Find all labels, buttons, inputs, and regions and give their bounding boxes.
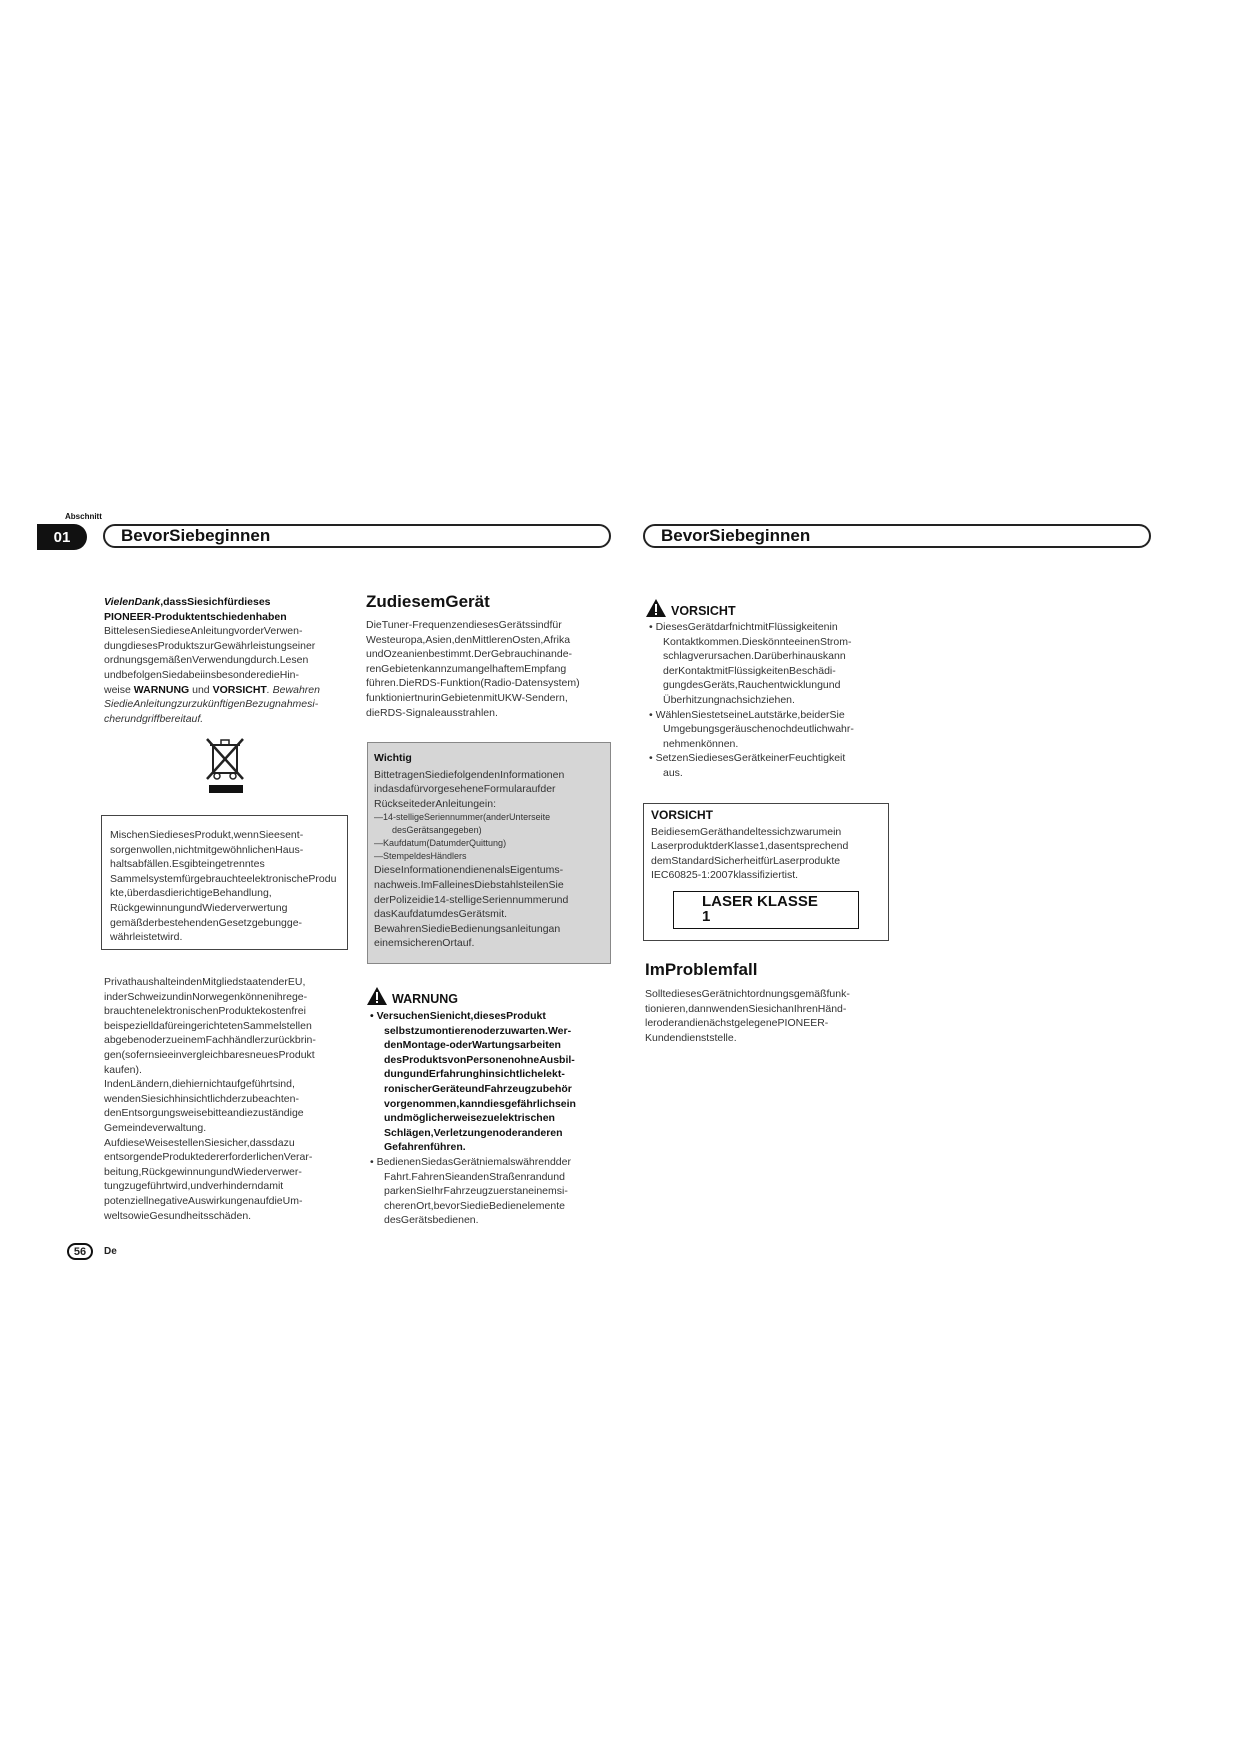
language-code: De [104,1246,117,1257]
about-line: funktioniertnurinGebietenmitUKW-Sendern, [366,691,568,704]
private-line: denEntsorgungsweisebitteandiezuständige [104,1107,304,1120]
header-right: BevorSiebeginnen [643,524,1151,548]
about-line: führen.DieRDS-Funktion(Radio-Datensystem) [366,677,580,690]
private-line: PrivathaushalteindenMitgliedstaatenderEU, [104,976,306,988]
caution-line: Überhitzungnachsichziehen. [663,693,795,706]
important-item: —Kaufdatum(DatumderQuittung) [374,838,507,849]
private-line: Gemeindeverwaltung. [104,1121,207,1134]
intro-line: BittelesenSiedieseAnleitungvorderVerwen- [104,625,303,638]
weee-line: haltsabfällen.Esgibteingetrenntes [110,858,265,871]
problem-line: SolltediesesGerätnichtordnungsgemäßfunk- [645,988,850,1000]
laser-box [643,803,889,941]
private-line: weltsowieGesundheitsschäden. [104,1209,252,1222]
weee-line: RückgewinnungundWiederverwertung [110,901,288,914]
important-tail: DieseInformationendienenalsEigentums- [374,864,564,877]
problem-title: ImProblemfall [645,960,758,979]
weee-line: SammelsystemfürgebrauchteelektronischeProdukte,überdasdierichtigeBehandlung, [110,872,337,900]
private-line: AufdieseWeisestellenSiesicher,dassdazu [104,1136,295,1149]
problem-line: Kundendienststelle. [645,1031,737,1044]
important-tail: einemsicherenOrtauf. [374,937,475,950]
private-line: tungzugeführtwird,undverhinderndamit [104,1180,284,1193]
section-label: Abschnitt [65,512,102,521]
private-line: IndenLändern,diehiernichtaufgeführtsind, [104,1078,295,1091]
problem-text [645,987,890,1045]
laser-line: BeidiesemGeräthandeltessichzwarumein [651,825,842,838]
warning-bold-line: selbstzumontierenoderzuwarten.Wer- [384,1024,572,1037]
intro-italic-line: cherundgriffbereitauf. [104,712,204,725]
about-line: DieTuner-FrequenzendiesesGerätssindfür [366,619,562,631]
caution-line: Umgebungsgeräuschenochdeutlichwahr- [663,723,854,736]
about-line: dieRDS-Signaleausstrahlen. [366,706,498,719]
caution-line: Kontaktkommen.DieskönnteeinenStrom- [663,635,852,648]
weee-box [101,815,348,950]
laser-class-text: LASER KLASSE 1 [673,891,859,928]
caution-line: derKontaktmitFlüssigkeitenBeschädi- [663,664,836,677]
intro-title-rest: ,dassSiesichfürdieses [160,596,271,608]
private-line: gen(sofernsieeinvergleichbaresneuesProdukt [104,1048,315,1061]
important-tail: dasKaufdatumdesGerätsmit. [374,908,508,921]
warning-bold-line: ronischerGeräteundFahrzeugzubehör [384,1082,572,1095]
warning-bold-line: denMontage-oderWartungsarbeiten [384,1039,561,1052]
warning-bold-line: desProduktsvonPersonenohneAusbil- [384,1053,575,1066]
caution-heading [645,598,736,618]
intro-und: und [192,683,210,696]
important-tail: nachweis.ImFalleinesDiebstahlsteilenSie [374,878,564,891]
weee-line: sorgenwollen,nichtmitgewöhnlichenHaus- [110,843,304,856]
caution-line: nehmenkönnen. [663,737,739,750]
important-box [367,742,611,964]
warning-triangle-icon [366,986,388,1006]
weee-line: währleistetwird. [110,931,183,944]
laser-line: demStandardSicherheitfürLaserprodukte [651,854,841,867]
warning-title: WARNUNG [392,992,458,1006]
about-line: renGebietenkannzumangelhaftemEmpfang [366,662,567,675]
about-line: Westeuropa,Asien,denMittlerenOsten,Afrika [366,633,571,646]
intro-line: undbefolgenSiedabeiinsbesonderedieHin- [104,668,299,681]
laser-class-label [673,891,859,929]
warning-line: Fahrt.FahrenSieandenStraßenrandund [384,1170,565,1183]
caution-line: • DiesesGerätdarfnichtmitFlüssigkeitenin [649,621,838,633]
problem-line: tionieren,dannwendenSiesichanIhrenHänd- [645,1002,847,1015]
warning-bold-line: Gefahrenführen. [384,1141,466,1154]
weee-bin-icon [203,735,249,795]
important-item: —14-stelligeSeriennummer(anderUnterseite [374,812,551,823]
intro-line: dungdiesesProduktszurGewährleistungseiner [104,639,316,652]
intro-title-line2: PIONEER-Produktentschiedenhaben [104,610,287,623]
laser-line: IEC60825-1:2007klassifiziertist. [651,869,799,882]
caution-line: aus. [663,766,683,779]
about-line: undOzeanienbestimmt.DerGebrauchinande- [366,648,573,661]
private-line: wendenSiesichhinsichtlichderzubeachten- [104,1092,299,1105]
important-item: desGerätsangegeben) [392,825,482,836]
important-item: —StempeldesHändlers [374,851,467,862]
warning-line: cherenOrt,bevorSiedieBedienelemente [384,1199,565,1212]
intro-block [104,595,354,726]
weee-line: gemäßderbestehendenGesetzgebungge- [110,916,303,929]
caution-line: • WählenSiestetseineLautstärke,beiderSie [649,708,845,721]
problem-line: leroderandienächstgelegenePIONEER- [645,1017,829,1030]
weee-line: MischenSiediesesProdukt,wennSieesent- [110,829,304,841]
warning-bold-line: Schlägen,Verletzungenoderanderen [384,1126,563,1139]
important-title: Wichtig [374,752,412,764]
caution-title: VORSICHT [671,604,736,618]
warning-heading [366,986,458,1006]
warning-line: desGerätsbedienen. [384,1214,479,1227]
private-line: beispezielldafüreingerichtetenSammelstellen [104,1019,312,1032]
important-tail: BewahrenSiedieBedienungsanleitungan [374,922,561,935]
important-line: BittetragenSiediefolgendenInformationen [374,768,565,781]
about-text [366,618,611,720]
about-title: ZudiesemGerät [366,592,490,611]
intro-italic-line: SiedieAnleitungzurzukünftigenBezugnahmesi- [104,698,319,711]
warning-bold-line: vorgenommen,kanndiesgefährlichsein [384,1097,576,1110]
intro-line: ordnungsgemäßenVerwendungdurch.Lesen [104,654,309,667]
caution-line: • SetzenSiediesesGerätkeinerFeuchtigkeit [649,752,846,765]
warning-bold-line: dungundErfahrunghinsichtlichelekt- [384,1068,565,1081]
warning-bold-line: • VersuchenSienicht,diesesProdukt [370,1010,546,1022]
intro-title-italic: VielenDank [104,596,161,608]
intro-italic-tail: . Bewahren [266,683,320,696]
important-tail: derPolizeidie14-stelligeSeriennummerund [374,893,569,906]
private-line: entsorgendeProduktedererforderlichenVerar- [104,1151,313,1164]
private-line: potenziellnegativeAuswirkungenaufdieUm- [104,1194,303,1207]
caution-text [645,620,890,781]
private-line: beitung,RückgewinnungundWiederverwer- [104,1165,302,1178]
header-left: BevorSiebeginnen [103,524,611,548]
intro-warnung: WARNUNG [133,683,190,696]
warning-line: parkenSieIhrFahrzeugzuerstaneinemsi- [384,1185,568,1198]
important-line: indasdafürvorgeseheneFormularaufder [374,783,556,796]
caution-line: gungdesGeräts,Rauchentwicklungund [663,679,841,692]
warning-text [366,1009,616,1228]
laser-line: LaserproduktderKlasse1,dasentsprechend [651,840,849,853]
important-line: RückseitederAnleitungein: [374,797,496,810]
warning-line: • BedienenSiedasGerätniemalswährendder [370,1155,571,1168]
intro-vorsicht: VORSICHT [212,683,267,696]
private-line: brauchtenelektronischenProduktekostenfrei [104,1005,306,1018]
private-line: kaufen). [104,1063,142,1076]
private-text [104,975,354,1223]
caution-line: schlagverursachen.Darüberhinauskann [663,650,846,663]
section-number: 01 [37,524,87,550]
private-line: abgebenoderzueinemFachhändlerzurückbrin- [104,1034,316,1047]
laser-box-title: VORSICHT [651,808,714,822]
private-line: inderSchweizundinNorwegenkönnenihrege- [104,990,308,1003]
caution-triangle-icon [645,598,667,618]
intro-weise: weise [104,683,131,696]
page-number: 56 [67,1243,93,1260]
warning-bold-line: undmöglicherweisezuelektrischen [384,1112,555,1125]
